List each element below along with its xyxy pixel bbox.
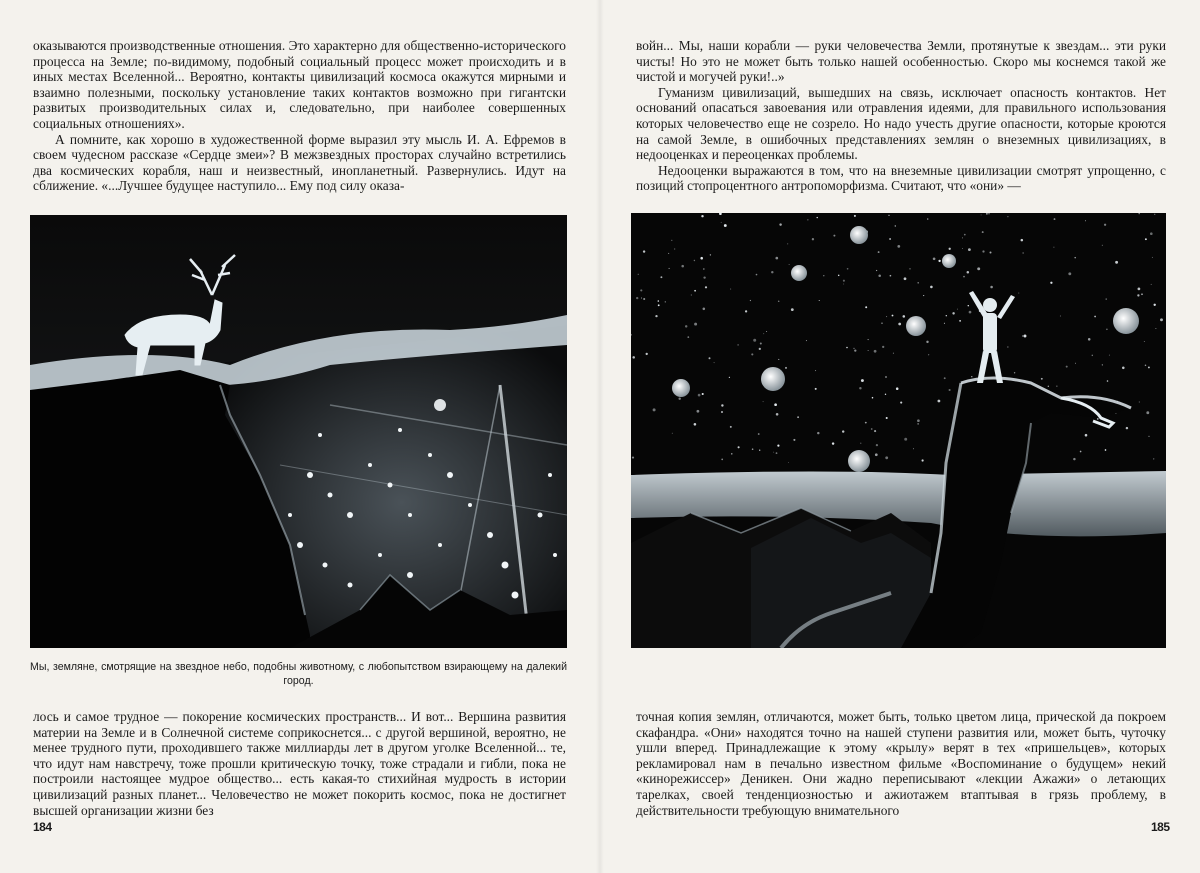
deer-city-art bbox=[30, 215, 567, 648]
illustration-figure-stars bbox=[631, 213, 1166, 648]
left-top-text bbox=[33, 38, 566, 194]
illustration-caption: Мы, земляне, смотрящие на звездное небо, подобны животному, с любопытством взирающему на далекий город. bbox=[30, 661, 567, 687]
left-top-paragraph-2: А помните, как хорошо в художественной форме выразил эту мысль И. А. Ефремов в своем чудесном рассказе «Сердце змеи»? В межзвездных просторах случайно встретились два космических корабля, наш и неизвестный, инопланетный. Развернулись. Идут на сближение. «...Лучшее будущее наступило... Ему под силу оказа- bbox=[33, 131, 566, 194]
right-top-paragraph-3: Недооценки выражаются в том, что на внеземные цивилизации смотрят упрощенно, с позиций стопроцентного антропоморфизма. Считают, что «они» — bbox=[636, 162, 1166, 194]
illustration-deer-city bbox=[30, 215, 567, 648]
right-page bbox=[600, 0, 1200, 873]
page-number-left: 184 bbox=[33, 820, 52, 834]
right-top-paragraph-2: Гуманизм цивилизаций, вышедших на связь, исключает опасность контактов. Нет оснований опасаться завоевания или отравления идеями, для правильного использования которых человечество еще не созрело. Но надо учесть другие опасности, которые кроются на самой Земле, в ошибочных представлениях землян о внеземных цивилизациях, в недооценках и переоценках проблемы. bbox=[636, 84, 1166, 163]
right-bottom-paragraph: точная копия землян, отличаются, может быть, только цветом лица, прической да покроем скафандра. «Они» находятся точно на нашей ступени развития или, может быть, чуточку ушли вперед. Принадлежащие к этому «крылу» верят в тех «пришельцев», которых рекламировал нам в печально известном фильме «Воспоминание о будущем» некий «кинорежиссер» Деникен. Они жадно переписывают «лекции Ажажи» о летающих тарелках, своей тенденциозностью и ажиотажем втаптывая в грязь проблему, в действительности требующую внимательного bbox=[636, 709, 1166, 818]
right-top-paragraph-1: войн... Мы, наши корабли — руки человечества Земли, протянутые к звездам... эти руки чисты! Но это не может быть только нашей особенностью. Скоро мы коснемся такой же чистой и могучей руки!..» bbox=[636, 38, 1166, 85]
right-top-text bbox=[636, 38, 1166, 194]
figure-stars-art bbox=[631, 213, 1166, 648]
page-number-right: 185 bbox=[1151, 820, 1170, 834]
left-bottom-paragraph: лось и самое трудное — покорение космических пространств... И вот... Вершина развития материи на Земле и в Солнечной системе соприкоснется... с другой вершиной, вероятно, не менее трудного пути, проходившего также миллиарды лет в другом уголке Вселенной... те, что идут нам навстречу, тоже прошли критическую точку, тоже страдали и гибли, пока не построили настоящее мудрое общество... есть какая-то стихийная мудрость в истории цивилизаций разных планет... Человечество не может покорить космос, пока не достигнет высшей организации жизни без bbox=[33, 709, 566, 818]
left-bottom-text bbox=[33, 709, 566, 818]
left-top-paragraph-1: оказываются производственные отношения. Это характерно для общественно-исторического процесса на Земле; по-видимому, подобный социальный процесс может происходить и в иных местах Вселенной... Вероятно, контакты цивилизаций космоса окажутся мирными и взаимно полезными, поскольку установление таких контактов возможно при гигантски развитых производительных силах и, следовательно, при наиболее совершенных социальных отношениях». bbox=[33, 38, 566, 131]
right-bottom-text bbox=[636, 709, 1166, 818]
